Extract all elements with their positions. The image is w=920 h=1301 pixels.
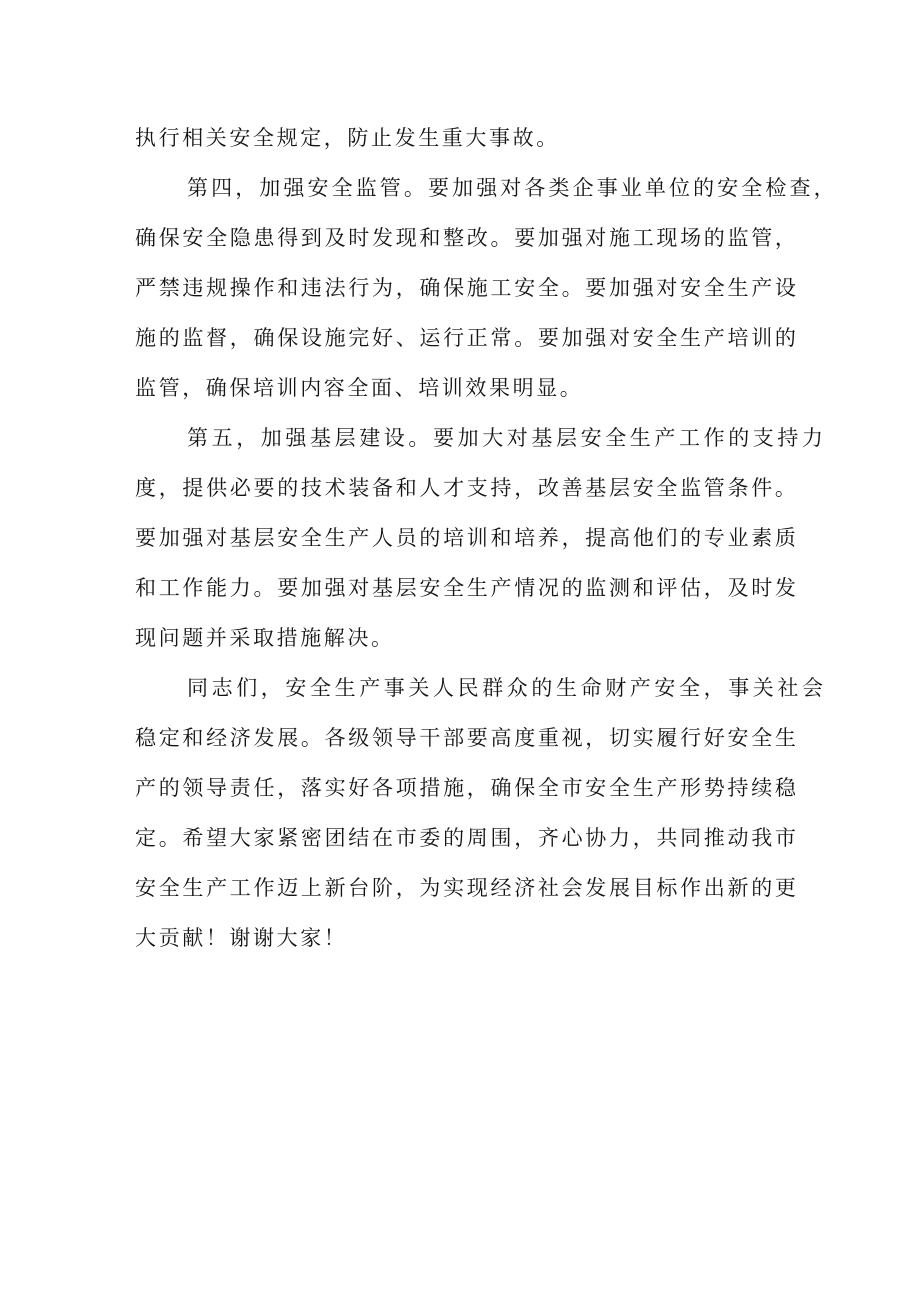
paragraph-line: 稳定和经济发展。各级领导干部要高度重视，切实履行好安全生 [135, 726, 799, 750]
paragraph-line: 现问题并采取措施解决。 [135, 626, 395, 650]
paragraph-line: 大贡献！谢谢大家！ [135, 926, 348, 950]
paragraph-line: 度，提供必要的技术装备和人才支持，改善基层安全监管条件。 [135, 476, 799, 500]
paragraph-line: 严禁违规操作和违法行为，确保施工安全。要加强对安全生产设 [135, 276, 799, 300]
paragraph-line: 定。希望大家紧密团结在市委的周围，齐心协力，共同推动我市 [135, 826, 799, 850]
paragraph-line: 执行相关安全规定，防止发生重大事故。 [135, 126, 560, 150]
paragraph-line: 施的监督，确保设施完好、运行正常。要加强对安全生产培训的 [135, 326, 799, 350]
paragraph-line: 监管，确保培训内容全面、培训效果明显。 [135, 376, 584, 400]
paragraph-line: 产的领导责任，落实好各项措施，确保全市安全生产形势持续稳 [135, 776, 799, 800]
paragraph-line: 第五，加强基层建设。要加大对基层安全生产工作的支持力 [187, 426, 827, 450]
paragraph-line: 确保安全隐患得到及时发现和整改。要加强对施工现场的监管， [135, 226, 799, 250]
paragraph-line: 和工作能力。要加强对基层安全生产情况的监测和评估，及时发 [135, 576, 799, 600]
paragraph-line: 同志们，安全生产事关人民群众的生命财产安全，事关社会 [187, 676, 827, 700]
paragraph-line: 要加强对基层安全生产人员的培训和培养，提高他们的专业素质 [135, 526, 799, 550]
paragraph-line: 安全生产工作迈上新台阶，为实现经济社会发展目标作出新的更 [135, 876, 799, 900]
paragraph-line: 第四，加强安全监管。要加强对各类企事业单位的安全检查， [187, 176, 838, 200]
